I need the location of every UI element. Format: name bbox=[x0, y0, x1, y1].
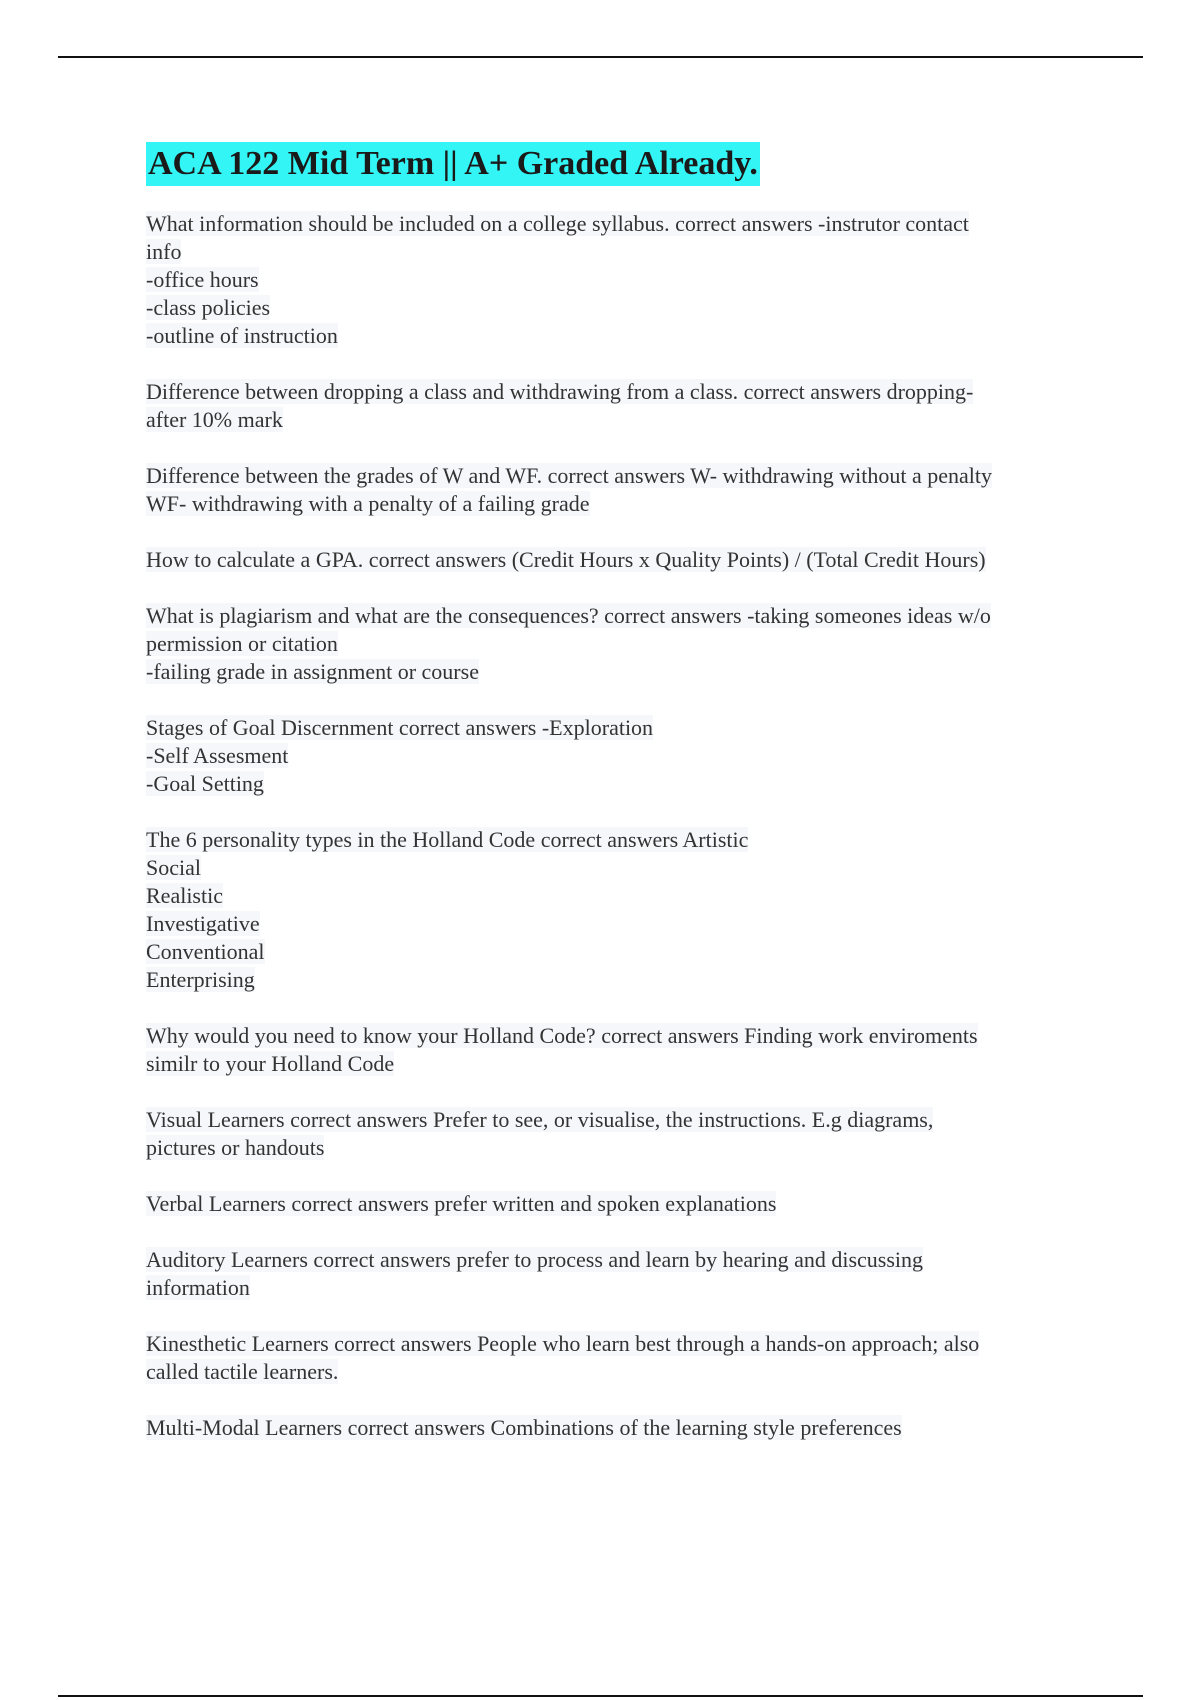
document-title: ACA 122 Mid Term || A+ Graded Already. bbox=[146, 142, 760, 186]
qa-item bbox=[146, 210, 1086, 350]
qa-line-text: Auditory Learners correct answers prefer to process and learn by hearing and discussing bbox=[146, 1247, 924, 1272]
qa-line-text: -Goal Setting bbox=[146, 771, 264, 796]
qa-item bbox=[146, 826, 1086, 994]
qa-line bbox=[146, 826, 1086, 854]
qa-line-text: Multi-Modal Learners correct answers Combinations of the learning style preferences bbox=[146, 1415, 902, 1440]
qa-line-text: How to calculate a GPA. correct answers (Credit Hours x Quality Points) / (Total Credit Hours) bbox=[146, 547, 986, 572]
qa-line bbox=[146, 1246, 1086, 1274]
document-body bbox=[146, 142, 1086, 1470]
qa-line-text: after 10% mark bbox=[146, 407, 283, 432]
qa-line-text: The 6 personality types in the Holland Code correct answers Artistic bbox=[146, 827, 749, 852]
qa-item bbox=[146, 714, 1086, 798]
qa-item bbox=[146, 546, 1086, 574]
qa-line-text: What information should be included on a college syllabus. correct answers -instrutor contact bbox=[146, 211, 969, 236]
qa-line bbox=[146, 1358, 1086, 1386]
qa-line-text: information bbox=[146, 1275, 250, 1300]
qa-line-text: -failing grade in assignment or course bbox=[146, 659, 479, 684]
qa-line bbox=[146, 294, 1086, 322]
qa-line bbox=[146, 210, 1086, 238]
qa-line-text: Visual Learners correct answers Prefer to see, or visualise, the instructions. E.g diagrams, bbox=[146, 1107, 934, 1132]
qa-item bbox=[146, 378, 1086, 434]
qa-line bbox=[146, 1134, 1086, 1162]
qa-line-text: Investigative bbox=[146, 911, 260, 936]
qa-line bbox=[146, 1274, 1086, 1302]
qa-line bbox=[146, 602, 1086, 630]
qa-line bbox=[146, 266, 1086, 294]
qa-line-text: Why would you need to know your Holland Code? correct answers Finding work enviroments bbox=[146, 1023, 978, 1048]
qa-item bbox=[146, 602, 1086, 686]
qa-item bbox=[146, 1190, 1086, 1218]
qa-item bbox=[146, 462, 1086, 518]
qa-line-text: Difference between the grades of W and WF. correct answers W- withdrawing without a penalty bbox=[146, 463, 992, 488]
qa-line bbox=[146, 462, 1086, 490]
qa-line bbox=[146, 1190, 1086, 1218]
qa-line-text: Stages of Goal Discernment correct answers -Exploration bbox=[146, 715, 654, 740]
qa-line-text: -outline of instruction bbox=[146, 323, 338, 348]
qa-line-text: Enterprising bbox=[146, 967, 255, 992]
qa-item bbox=[146, 1106, 1086, 1162]
qa-line-text: Realistic bbox=[146, 883, 223, 908]
qa-line-text: pictures or handouts bbox=[146, 1135, 325, 1160]
qa-line-text: called tactile learners. bbox=[146, 1359, 339, 1384]
qa-line-text: Kinesthetic Learners correct answers People who learn best through a hands-on approach; also bbox=[146, 1331, 980, 1356]
qa-line-text: -Self Assesment bbox=[146, 743, 289, 768]
qa-line bbox=[146, 546, 1086, 574]
qa-line-text: permission or citation bbox=[146, 631, 338, 656]
qa-line bbox=[146, 490, 1086, 518]
qa-line-text: -office hours bbox=[146, 267, 259, 292]
qa-line bbox=[146, 322, 1086, 350]
qa-item bbox=[146, 1022, 1086, 1078]
qa-line bbox=[146, 1330, 1086, 1358]
qa-list bbox=[146, 210, 1086, 1442]
bottom-rule bbox=[58, 1695, 1143, 1697]
qa-item bbox=[146, 1414, 1086, 1442]
qa-item bbox=[146, 1330, 1086, 1386]
qa-line bbox=[146, 938, 1086, 966]
qa-line bbox=[146, 658, 1086, 686]
qa-line-text: WF- withdrawing with a penalty of a failing grade bbox=[146, 491, 590, 516]
qa-line-text: -class policies bbox=[146, 295, 271, 320]
qa-line bbox=[146, 742, 1086, 770]
qa-item bbox=[146, 1246, 1086, 1302]
qa-line-text: similr to your Holland Code bbox=[146, 1051, 395, 1076]
qa-line bbox=[146, 714, 1086, 742]
qa-line-text: info bbox=[146, 239, 182, 264]
qa-line bbox=[146, 238, 1086, 266]
qa-line bbox=[146, 630, 1086, 658]
qa-line bbox=[146, 1022, 1086, 1050]
qa-line-text: Social bbox=[146, 855, 201, 880]
qa-line-text: Difference between dropping a class and withdrawing from a class. correct answers dropping- bbox=[146, 379, 974, 404]
qa-line bbox=[146, 966, 1086, 994]
qa-line bbox=[146, 770, 1086, 798]
qa-line bbox=[146, 378, 1086, 406]
top-rule bbox=[58, 56, 1143, 58]
qa-line-text: What is plagiarism and what are the consequences? correct answers -taking someones ideas w/o bbox=[146, 603, 991, 628]
qa-line bbox=[146, 882, 1086, 910]
qa-line bbox=[146, 854, 1086, 882]
qa-line bbox=[146, 1414, 1086, 1442]
qa-line bbox=[146, 1106, 1086, 1134]
qa-line-text: Verbal Learners correct answers prefer written and spoken explanations bbox=[146, 1191, 777, 1216]
qa-line bbox=[146, 910, 1086, 938]
qa-line bbox=[146, 406, 1086, 434]
qa-line bbox=[146, 1050, 1086, 1078]
qa-line-text: Conventional bbox=[146, 939, 265, 964]
